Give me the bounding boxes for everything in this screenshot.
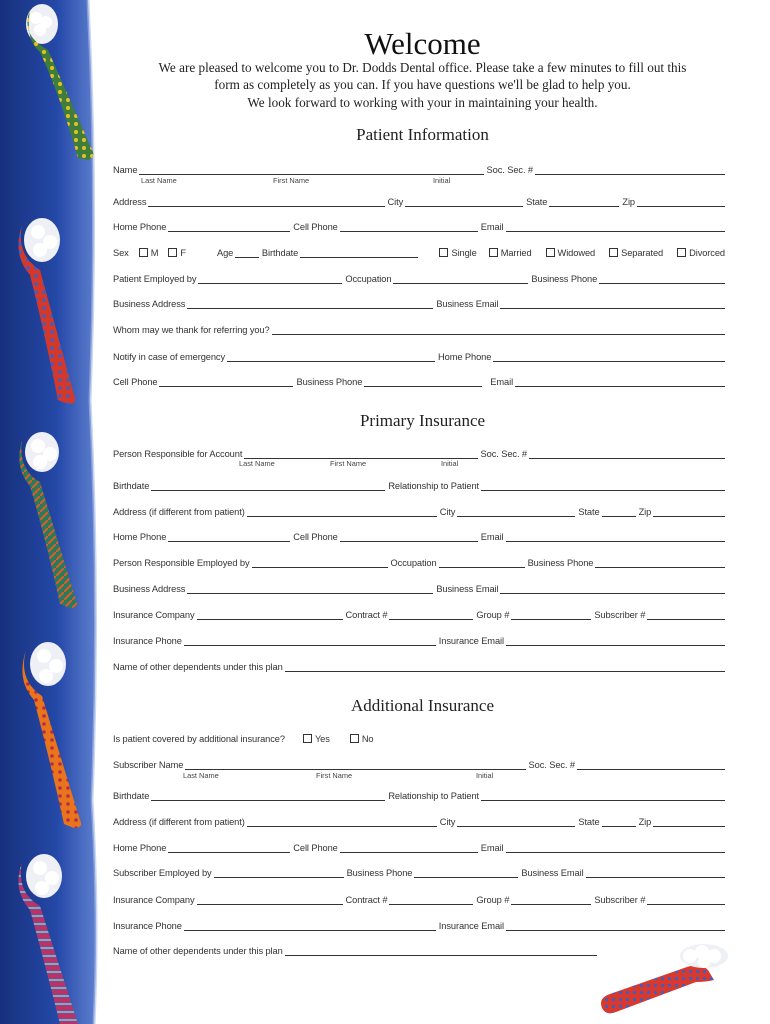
- intro-line-3: We look forward to working with your in maintaining your health.: [247, 95, 598, 110]
- primary-employment-row: [113, 554, 725, 568]
- contract-label: Contract #: [345, 610, 388, 620]
- email-label: Email: [480, 222, 504, 232]
- additional-group-label: Group #: [476, 895, 510, 905]
- primary-employer-field[interactable]: [252, 557, 388, 568]
- primary-group-field[interactable]: [511, 609, 591, 620]
- primary-city-label: City: [439, 507, 456, 517]
- emergency-email-field[interactable]: [515, 376, 725, 387]
- status-divorced-option[interactable]: Divorced: [677, 248, 725, 258]
- primary-dependents-field[interactable]: [285, 661, 725, 672]
- primary-zip-label: Zip: [638, 507, 652, 517]
- additional-home-phone-label: Home Phone: [113, 843, 167, 853]
- page-title: Welcome: [364, 26, 481, 61]
- ssn-label: Soc. Sec. #: [486, 165, 533, 175]
- checkbox-icon: [609, 248, 618, 257]
- intro-line-2: form as completely as you can. If you have questions we'll be glad to help you.: [214, 77, 631, 92]
- home-phone-label: Home Phone: [113, 222, 167, 232]
- additional-email-label: Email: [480, 843, 504, 853]
- primary-zip-field[interactable]: [653, 506, 725, 517]
- additional-employment-row: [113, 864, 725, 878]
- cell-phone-label: Cell Phone: [293, 222, 338, 232]
- primary-city-field[interactable]: [457, 506, 575, 517]
- additional-zip-label: Zip: [638, 817, 652, 827]
- last-name-caption: Last Name: [183, 771, 219, 780]
- covered-no-option[interactable]: No: [350, 734, 374, 744]
- patient-business-address-field[interactable]: [187, 298, 433, 309]
- patient-email-field[interactable]: [506, 221, 726, 232]
- primary-business-phone-label: Business Phone: [527, 558, 594, 568]
- additional-state-field[interactable]: [602, 816, 636, 827]
- emergency-label: Notify in case of emergency: [113, 352, 226, 362]
- additional-business-phone-label: Business Phone: [346, 868, 413, 878]
- city-label: City: [387, 197, 404, 207]
- additional-state-label: State: [578, 817, 600, 827]
- section-title-patient: Patient Information: [356, 125, 489, 144]
- primary-birthdate-label: Birthdate: [113, 481, 150, 491]
- primary-responsible-name-field[interactable]: [244, 448, 477, 459]
- primary-insurance-phone-field[interactable]: [184, 635, 436, 646]
- referral-field[interactable]: [272, 324, 725, 335]
- primary-subscriber-no-field[interactable]: [647, 609, 725, 620]
- patient-occupation-field[interactable]: [393, 273, 528, 284]
- emergency-cell-phone-label: Cell Phone: [113, 377, 158, 387]
- emergency-row: [113, 348, 725, 362]
- emergency-home-phone-field[interactable]: [493, 351, 725, 362]
- business-email-label: Business Email: [436, 299, 499, 309]
- status-widowed-option[interactable]: Widowed: [546, 248, 596, 258]
- additional-cell-phone-label: Cell Phone: [293, 843, 338, 853]
- patient-cell-phone-field[interactable]: [340, 221, 478, 232]
- additional-group-field[interactable]: [511, 894, 591, 905]
- occupation-label: Occupation: [345, 274, 392, 284]
- first-name-caption: First Name: [316, 771, 353, 780]
- age-label: Age: [216, 248, 234, 258]
- first-name-caption: First Name: [330, 459, 367, 468]
- emergency-home-phone-label: Home Phone: [438, 352, 492, 362]
- additional-city-field[interactable]: [457, 816, 575, 827]
- patient-business-phone-field[interactable]: [599, 273, 725, 284]
- section-title-primary: Primary Insurance: [359, 411, 486, 430]
- additional-address-row: [113, 813, 725, 827]
- additional-dependents-field[interactable]: [285, 945, 597, 956]
- patient-address-field[interactable]: [148, 196, 384, 207]
- section-title-additional: Additional Insurance: [350, 696, 495, 715]
- additional-cell-phone-field[interactable]: [340, 842, 478, 853]
- patient-city-field[interactable]: [405, 196, 523, 207]
- primary-business-email-field[interactable]: [500, 583, 725, 594]
- additional-insurance-phone-field[interactable]: [184, 920, 436, 931]
- patient-birthdate-field[interactable]: [300, 247, 418, 258]
- additional-business-email-label: Business Email: [521, 868, 584, 878]
- primary-state-field[interactable]: [602, 506, 636, 517]
- additional-business-phone-field[interactable]: [414, 867, 518, 878]
- additional-city-label: City: [439, 817, 456, 827]
- additional-dependents-row: [113, 942, 597, 956]
- additional-contract-field[interactable]: [389, 894, 473, 905]
- toothbrush-icon: [596, 940, 736, 1018]
- primary-phone-row: [113, 528, 725, 542]
- additional-insurance-contact-row: [113, 917, 725, 931]
- status-single-option[interactable]: Single: [439, 248, 476, 258]
- sex-f-option[interactable]: F: [168, 248, 186, 258]
- patient-business-row: [113, 295, 725, 309]
- primary-relationship-field[interactable]: [481, 480, 725, 491]
- additional-subscriber-row: [113, 756, 725, 770]
- patient-phone-row: [113, 218, 725, 232]
- primary-cell-phone-label: Cell Phone: [293, 532, 338, 542]
- primary-birthdate-row: [113, 477, 725, 491]
- business-phone-label: Business Phone: [531, 274, 598, 284]
- additional-subscriber-no-field[interactable]: [647, 894, 725, 905]
- additional-relationship-label: Relationship to Patient: [388, 791, 480, 801]
- emergency-contact-field[interactable]: [227, 351, 435, 362]
- intro-line-1: We are pleased to welcome you to Dr. Dodds Dental office. Please take a few minutes to fill out this: [158, 60, 687, 75]
- primary-dependents-row: [113, 658, 725, 672]
- status-married-option[interactable]: Married: [489, 248, 532, 258]
- additional-relationship-field[interactable]: [481, 790, 725, 801]
- group-label: Group #: [476, 610, 510, 620]
- additional-birthdate-row: [113, 787, 725, 801]
- name-label: Name: [113, 165, 138, 175]
- primary-business-row: [113, 580, 725, 594]
- primary-birthdate-field[interactable]: [151, 480, 385, 491]
- checkbox-icon: [303, 734, 312, 743]
- emergency-email-label: Email: [490, 377, 514, 387]
- additional-insurance-row: [113, 891, 725, 905]
- primary-occupation-field[interactable]: [439, 557, 525, 568]
- toothbrush-sidebar: [0, 0, 100, 1024]
- primary-business-address-field[interactable]: [187, 583, 433, 594]
- primary-contract-field[interactable]: [389, 609, 473, 620]
- additional-birthdate-label: Birthdate: [113, 791, 150, 801]
- checkbox-icon: [139, 248, 148, 257]
- checkbox-icon: [168, 248, 177, 257]
- primary-relationship-label: Relationship to Patient: [388, 481, 480, 491]
- emergency-business-phone-label: Business Phone: [296, 377, 363, 387]
- referral-label: Whom may we thank for referring you?: [113, 325, 270, 335]
- first-name-caption: First Name: [273, 176, 310, 185]
- additional-employer-field[interactable]: [214, 867, 344, 878]
- additional-zip-field[interactable]: [653, 816, 725, 827]
- primary-business-address-label: Business Address: [113, 584, 186, 594]
- subscriber-no-label: Subscriber #: [594, 610, 646, 620]
- patient-name-field[interactable]: [139, 164, 483, 175]
- person-employed-label: Person Responsible Employed by: [113, 558, 250, 568]
- checkbox-icon: [546, 248, 555, 257]
- checkbox-icon: [489, 248, 498, 257]
- state-label: State: [526, 197, 548, 207]
- primary-address-label: Address (if different from patient): [113, 507, 245, 517]
- emergency-cell-phone-field[interactable]: [159, 376, 293, 387]
- checkbox-icon: [439, 248, 448, 257]
- initial-caption: Initial: [433, 176, 451, 185]
- patient-home-phone-field[interactable]: [168, 221, 290, 232]
- patient-ssn-field[interactable]: [535, 164, 725, 175]
- primary-cell-phone-field[interactable]: [340, 531, 478, 542]
- primary-insurance-company-field[interactable]: [197, 609, 343, 620]
- additional-insurance-company-label: Insurance Company: [113, 895, 195, 905]
- emergency-contact-row: [113, 373, 725, 387]
- additional-ssn-label: Soc. Sec. #: [528, 760, 575, 770]
- patient-address-row: [113, 193, 725, 207]
- referral-row: [113, 321, 725, 335]
- primary-home-phone-label: Home Phone: [113, 532, 167, 542]
- business-address-label: Business Address: [113, 299, 186, 309]
- sex-label: Sex: [113, 248, 129, 258]
- primary-home-phone-field[interactable]: [168, 531, 290, 542]
- patient-state-field[interactable]: [549, 196, 619, 207]
- insurance-company-label: Insurance Company: [113, 610, 195, 620]
- last-name-caption: Last Name: [141, 176, 177, 185]
- address-label: Address: [113, 197, 147, 207]
- additional-insurance-company-field[interactable]: [197, 894, 343, 905]
- patient-sex-row: [113, 244, 725, 258]
- insurance-phone-label: Insurance Phone: [113, 636, 182, 646]
- birthdate-label: Birthdate: [261, 248, 299, 258]
- subscriber-name-label: Subscriber Name: [113, 760, 184, 770]
- additional-subscriber-no-label: Subscriber #: [594, 895, 646, 905]
- insurance-email-label: Insurance Email: [438, 636, 504, 646]
- primary-responsible-row: [113, 445, 725, 459]
- primary-state-label: State: [578, 507, 600, 517]
- status-separated-option[interactable]: Separated: [609, 248, 663, 258]
- additional-ssn-field[interactable]: [577, 759, 725, 770]
- primary-ssn-field[interactable]: [529, 448, 725, 459]
- primary-address-row: [113, 503, 725, 517]
- dependents-label: Name of other dependents under this plan: [113, 662, 283, 672]
- additional-business-email-field[interactable]: [586, 867, 725, 878]
- emergency-business-phone-field[interactable]: [364, 376, 482, 387]
- patient-employed-by-label: Patient Employed by: [113, 274, 197, 284]
- primary-occupation-label: Occupation: [390, 558, 437, 568]
- last-name-caption: Last Name: [239, 459, 275, 468]
- covered-yes-option[interactable]: Yes: [303, 734, 330, 744]
- zip-label: Zip: [622, 197, 635, 207]
- primary-business-email-label: Business Email: [436, 584, 499, 594]
- primary-insurance-row: [113, 606, 725, 620]
- checkbox-icon: [677, 248, 686, 257]
- primary-insurance-email-field[interactable]: [506, 635, 725, 646]
- additional-phone-row: [113, 839, 725, 853]
- patient-age-field[interactable]: [235, 247, 259, 258]
- additional-covered-row: [113, 730, 725, 744]
- initial-caption: Initial: [476, 771, 494, 780]
- additional-address-field[interactable]: [247, 816, 437, 827]
- primary-ssn-label: Soc. Sec. #: [480, 449, 527, 459]
- patient-employer-field[interactable]: [198, 273, 342, 284]
- primary-insurance-contact-row: [113, 632, 725, 646]
- additional-home-phone-field[interactable]: [168, 842, 290, 853]
- additional-insurance-phone-label: Insurance Phone: [113, 921, 182, 931]
- patient-name-row: [113, 161, 725, 175]
- primary-business-phone-field[interactable]: [595, 557, 725, 568]
- primary-email-label: Email: [480, 532, 504, 542]
- sex-m-option[interactable]: M: [139, 248, 159, 258]
- additional-subscriber-name-field[interactable]: [185, 759, 525, 770]
- additional-insurance-email-field[interactable]: [506, 920, 725, 931]
- checkbox-icon: [350, 734, 359, 743]
- additional-birthdate-field[interactable]: [151, 790, 385, 801]
- additional-contract-label: Contract #: [345, 895, 388, 905]
- patient-employment-row: [113, 270, 725, 284]
- primary-address-field[interactable]: [247, 506, 437, 517]
- primary-email-field[interactable]: [506, 531, 726, 542]
- additional-address-label: Address (if different from patient): [113, 817, 245, 827]
- patient-business-email-field[interactable]: [500, 298, 725, 309]
- covered-label: Is patient covered by additional insurance?: [113, 734, 285, 744]
- additional-dependents-label: Name of other dependents under this plan: [113, 946, 283, 956]
- person-responsible-label: Person Responsible for Account: [113, 449, 243, 459]
- additional-email-field[interactable]: [506, 842, 726, 853]
- subscriber-employed-label: Subscriber Employed by: [113, 868, 212, 878]
- additional-insurance-email-label: Insurance Email: [438, 921, 504, 931]
- initial-caption: Initial: [441, 459, 459, 468]
- patient-zip-field[interactable]: [637, 196, 725, 207]
